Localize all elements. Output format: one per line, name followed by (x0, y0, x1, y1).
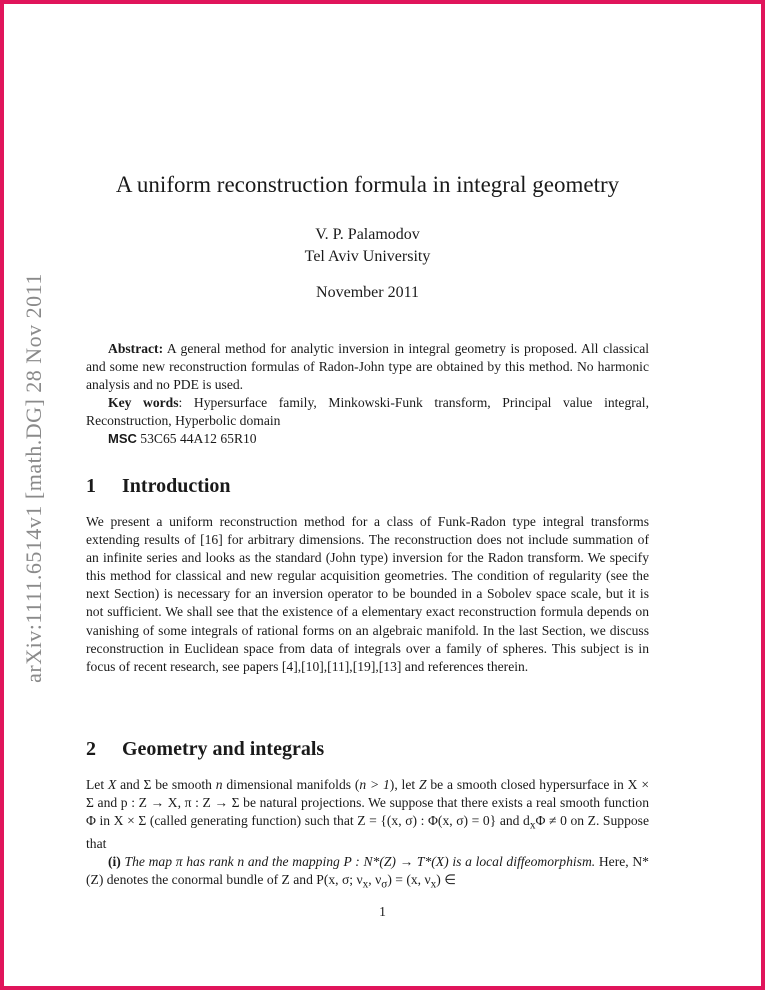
abstract-label: Abstract: (108, 341, 164, 356)
text-run: Let (86, 777, 108, 792)
section-heading-introduction (86, 475, 231, 498)
paper-date: November 2011 (316, 284, 419, 301)
math-run: Z (418, 777, 427, 792)
arxiv-identifier: arXiv:1111.6514v1 [math.DG] 28 Nov 2011 (21, 273, 46, 683)
text-run: dimensional manifolds ( (222, 777, 360, 792)
keywords-label: Key words (108, 395, 179, 410)
text-run: Φ ≠ 0 on Z. Suppose that (86, 813, 649, 851)
condition-label: (i) (108, 854, 121, 870)
text-run: Here, N*(Z) denotes the conormal bundle of Z and P(x, σ; ν (86, 854, 649, 888)
introduction-paragraph: We present a uniform reconstruction method for a class of Funk-Radon type integral transforms extending results of [16] for arbitrary dimensions. The reconstruction does not include summation of an infinite series and looks as the standard (John type) inversion for the Radon transform. We specify this method for classical and new regular acquisition geometries. The condition of regularity (see the next Section) is necessary for an inversion operator to be bounded in a Sobolev space scale, but it is not sufficient. We shall see that the existence of a elementary exact reconstruction formula depends on vanishing of some integrals of rational forms on an algebraic manifold. In the last Section, we discuss reconstruction in Euclidean space from data of integrals over a family of spheres. This subject is in focus of recent research, see papers [4],[10],[11],[19],[13] and references therein. (86, 514, 649, 674)
subscript: x (529, 819, 536, 832)
section-number: 1 (86, 475, 96, 497)
math-run: n (215, 777, 223, 792)
msc-codes: 53C65 44A12 65R10 (136, 431, 257, 446)
section-number: 2 (86, 738, 96, 760)
page-number: 1 (379, 904, 386, 919)
paper-title: A uniform reconstruction formula in integral geometry (115, 172, 620, 197)
text-run: and Σ be smooth (116, 777, 216, 792)
math-run: n > 1 (359, 777, 390, 792)
condition-statement: The map π has rank n and the mapping P : N*(Z) → T*(X) is a local diffeomorphism. (120, 854, 596, 870)
condition-paragraph (86, 853, 649, 894)
keywords-text: : Hypersurface family, Minkowski-Funk transform, Principal value integral, Reconstruction, Hyperbolic domain (86, 395, 649, 428)
introduction-body (86, 513, 649, 676)
subscript: x (430, 878, 437, 891)
math-run: X (107, 777, 117, 792)
section-title: Geometry and integrals (122, 738, 325, 760)
geometry-body (86, 776, 649, 894)
text-run: , ν (368, 872, 382, 888)
text-run: ) = (x, ν (387, 872, 431, 888)
text-run: ), let (389, 777, 419, 792)
msc-paragraph (86, 430, 649, 448)
text-run: ) ∈ (436, 872, 457, 888)
author-name: V. P. Palamodov (315, 226, 420, 243)
keywords-paragraph (86, 394, 649, 430)
msc-label: MSC (108, 431, 137, 446)
section-heading-geometry (86, 738, 324, 761)
section-title: Introduction (122, 475, 231, 497)
abstract-text: A general method for analytic inversion in integral geometry is proposed. All classical and some new reconstruction formulas of Radon-John type are obtained by this method. No harmonic analysis and no PDE is used. (86, 341, 650, 392)
abstract-paragraph (86, 340, 649, 394)
subscript: x (362, 878, 369, 891)
geometry-paragraph (86, 776, 649, 853)
text-run: be a smooth closed hypersurface in X × Σ and p : Z → X, π : Z → Σ be natural projections. We suppose that there exists a real smooth function Φ in X × Σ (called generating function) such that Z = {(x, σ) : Φ(x, σ) = 0} and d (86, 777, 649, 829)
subscript: σ (381, 878, 388, 891)
author-affiliation: Tel Aviv University (304, 248, 431, 265)
abstract-block (86, 340, 649, 448)
